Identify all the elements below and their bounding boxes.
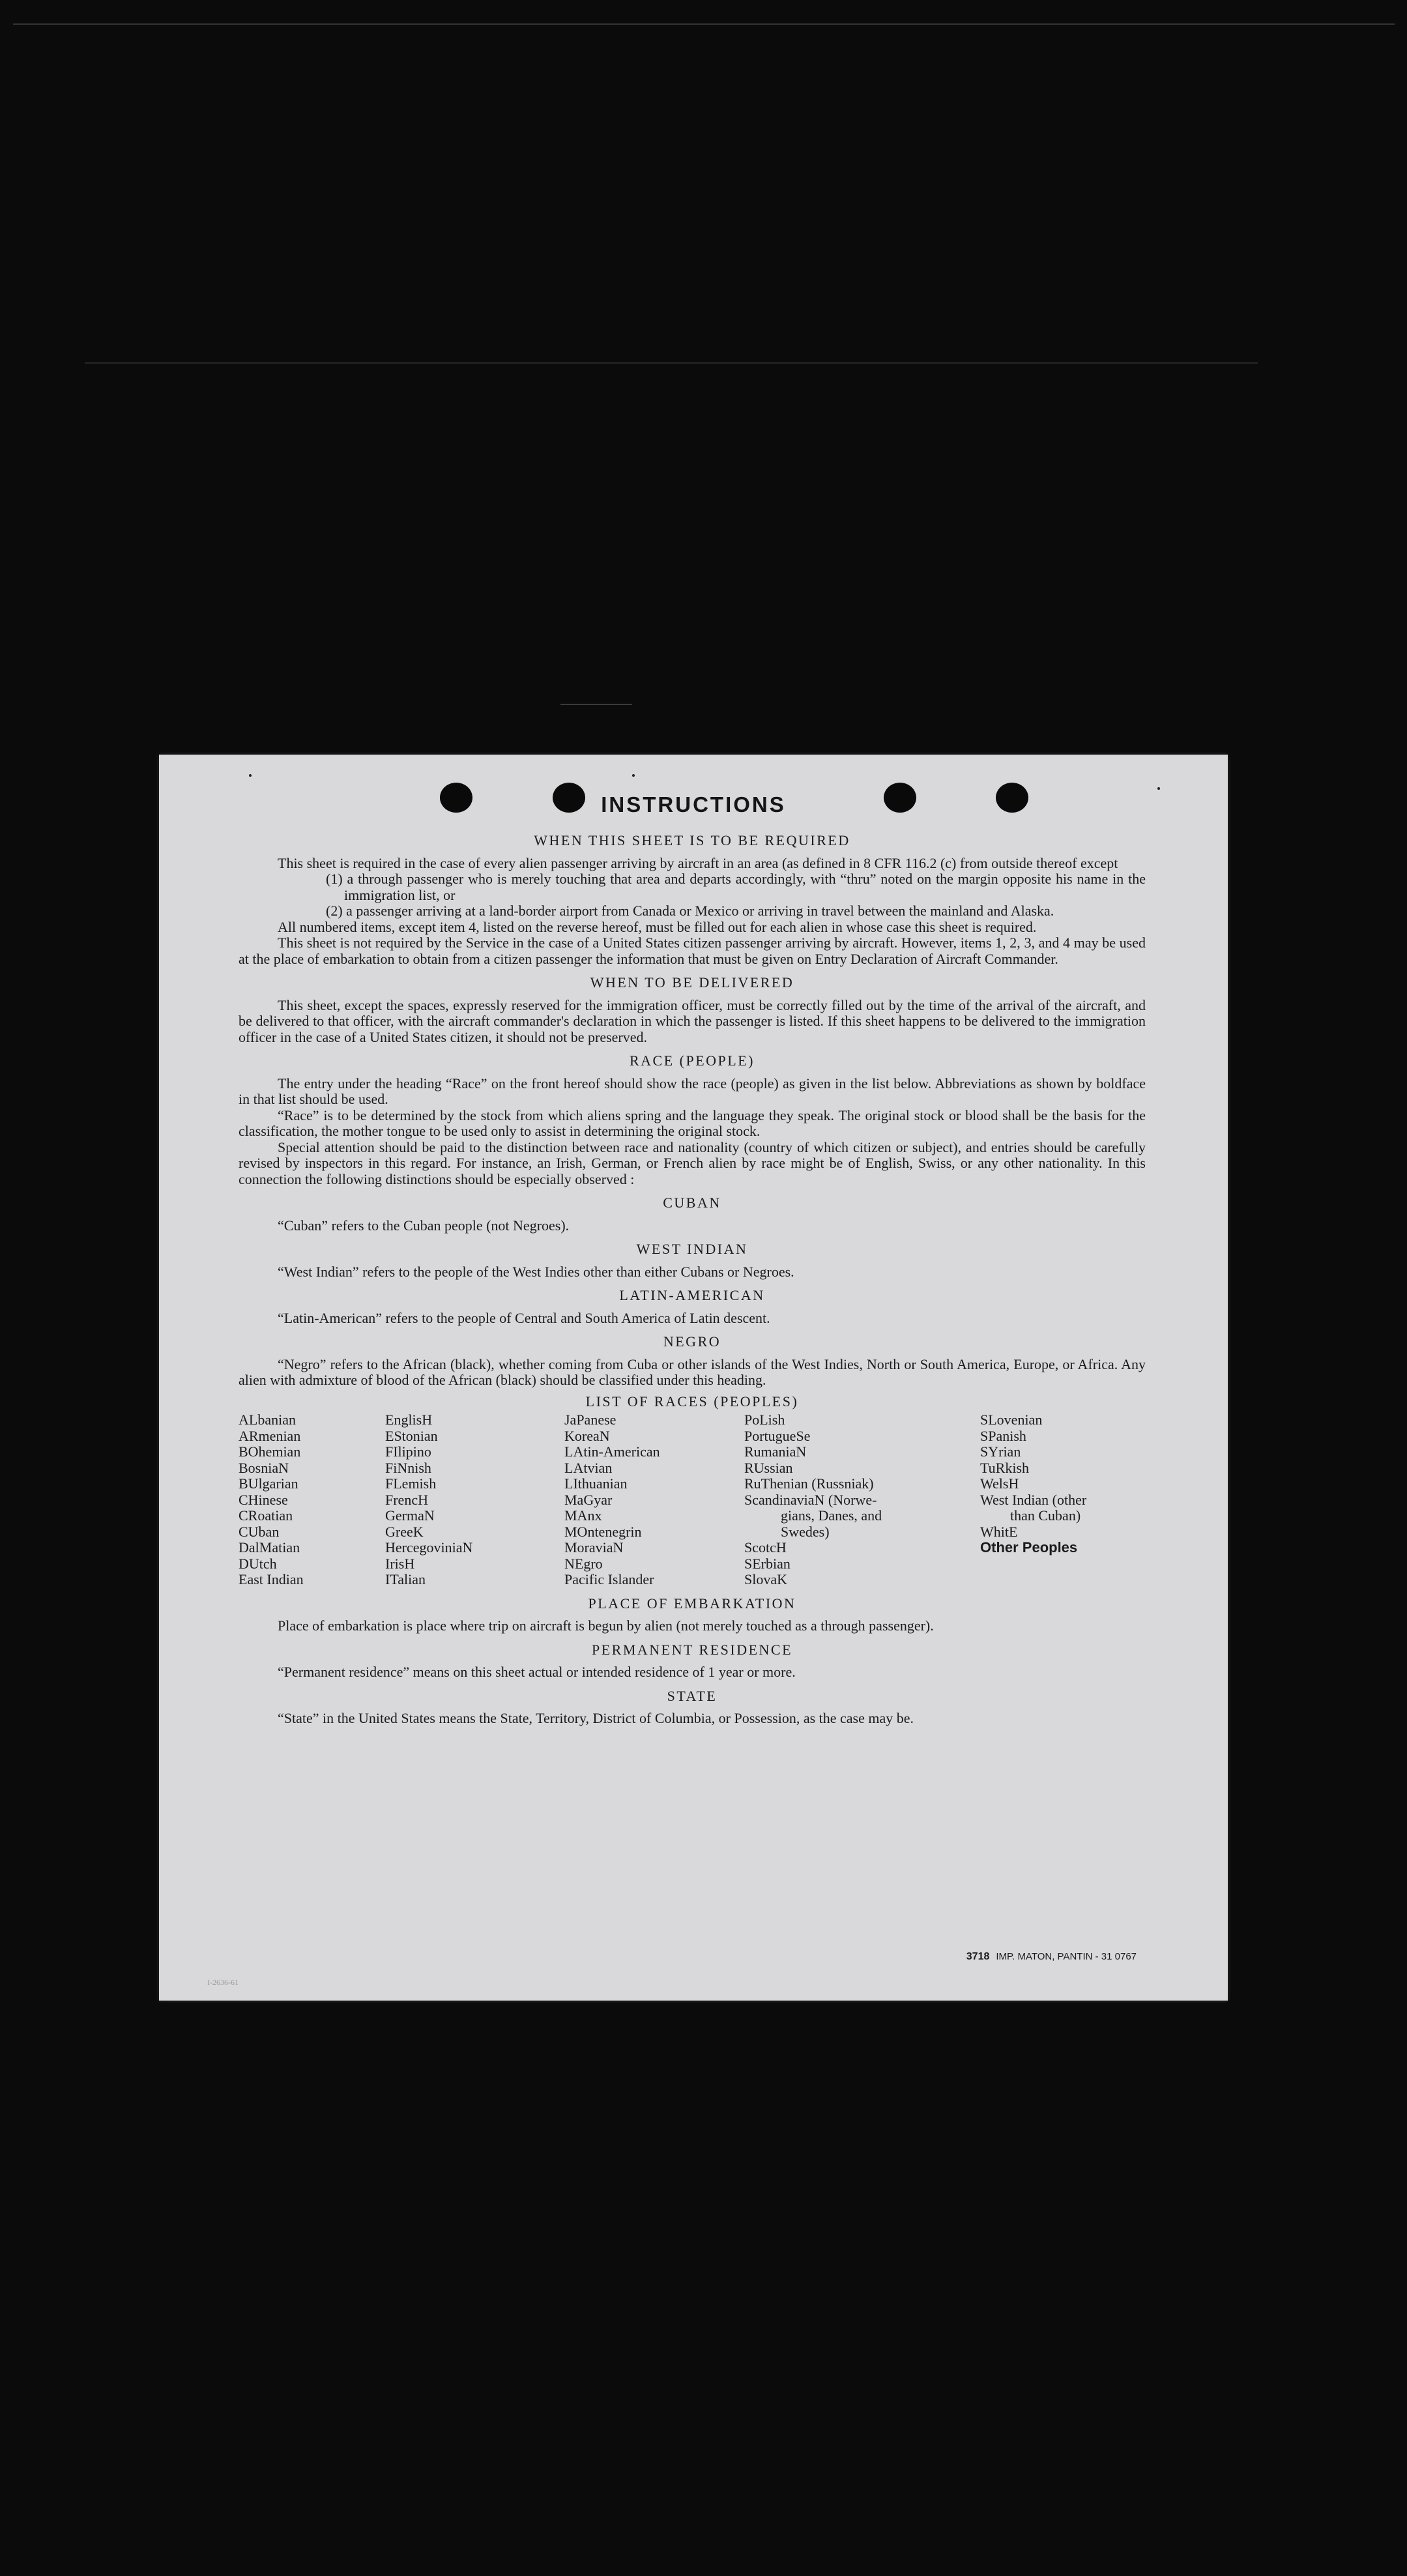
heading-cuban: CUBAN: [663, 1194, 721, 1211]
paper-speck: [632, 774, 635, 777]
race-entry: PoLish: [744, 1411, 785, 1428]
heading-west-indian: WEST INDIAN: [636, 1241, 748, 1257]
paragraph: Special attention should be paid to the distinction between race and nationality (country of which citizen or subject), and entries should be carefully revised by inspectors in this regard. For instance, an Irish, German, or French alien by race might be of English, Swiss, or any other nationality. In this connection the following distinctions should be especially observed :: [239, 1138, 1146, 1187]
race-entry: DalMatian: [239, 1539, 300, 1556]
race-entry: EStonian: [385, 1427, 438, 1444]
race-entry: than Cuban): [1010, 1507, 1081, 1524]
race-entry: CUban: [239, 1523, 280, 1540]
heading-residence: PERMANENT RESIDENCE: [591, 1641, 793, 1658]
heading-when-required: WHEN THIS SHEET IS TO BE REQUIRED: [534, 832, 850, 848]
heading-negro: NEGRO: [663, 1333, 721, 1350]
list-item: (1) a through passenger who is merely touching that area and departs accordingly, with “thru” noted on the margin opposite his name in the immigration list, or: [326, 871, 1146, 903]
race-entry: BOhemian: [239, 1443, 301, 1460]
race-entry: ALbanian: [239, 1411, 296, 1428]
race-entry: RumaniaN: [744, 1443, 807, 1460]
race-entry: CRoatian: [239, 1507, 293, 1524]
paragraph: The entry under the heading “Race” on the front hereof should show the race (people) as given in the list below. Abbreviations as shown by boldface in that list should be used.: [239, 1075, 1146, 1107]
race-entry: KoreaN: [564, 1427, 610, 1444]
race-entry: TuRkish: [980, 1459, 1030, 1476]
printer-imprint: IMP. MATON, PANTIN - 31 0767: [996, 1951, 1137, 1962]
race-entry: WhitE: [980, 1523, 1018, 1540]
list-item: (2) a passenger arriving at a land-border airport from Canada or Mexico or arriving in travel between the mainland and Alaska.: [326, 903, 1054, 919]
scan-artifact: [85, 362, 1258, 364]
race-entry: SErbian: [744, 1555, 791, 1572]
race-entry: MOntenegrin: [564, 1523, 642, 1540]
race-entry: West Indian (other: [980, 1491, 1087, 1508]
race-entry: RUssian: [744, 1459, 793, 1476]
paragraph: “State” in the United States means the State, Territory, District of Columbia, or Possession, as the case may be.: [278, 1710, 914, 1726]
paper-speck: [249, 774, 252, 777]
races-column: [239, 1412, 385, 1588]
race-entry: ScandinaviaN (Norwe-: [744, 1491, 877, 1508]
race-entry: SlovaK: [744, 1571, 787, 1587]
race-entry: EnglisH: [385, 1411, 433, 1428]
heading-state: STATE: [667, 1687, 718, 1704]
paragraph: “Latin-American” refers to the people of Central and South America of Latin descent.: [278, 1309, 770, 1326]
races-column: [385, 1412, 564, 1588]
form-number: 3718: [966, 1951, 990, 1962]
heading-races-list: LIST OF RACES (PEOPLES): [585, 1393, 799, 1410]
race-entry: SLovenian: [980, 1411, 1043, 1428]
race-entry: BUlgarian: [239, 1475, 298, 1492]
race-entry: HercegoviniaN: [385, 1539, 473, 1556]
race-entry: ARmenian: [239, 1427, 301, 1444]
race-entry: Other Peoples: [980, 1539, 1078, 1556]
race-entry: East Indian: [239, 1571, 304, 1587]
race-entry: JaPanese: [564, 1411, 616, 1428]
race-entry: BosniaN: [239, 1459, 289, 1476]
paragraph: “Race” is to be determined by the stock from which aliens spring and the language they speak. The original stock or blood shall be the basis for the classification, the mother tongue to be used only to assist in determining the original stock.: [239, 1107, 1146, 1139]
race-entry: FiNnish: [385, 1459, 431, 1476]
paragraph: “Permanent residence” means on this sheet actual or intended residence of 1 year or more.: [278, 1664, 796, 1680]
race-entry: SYrian: [980, 1443, 1021, 1460]
race-entry: CHinese: [239, 1491, 288, 1508]
heading-race: RACE (PEOPLE): [630, 1052, 755, 1069]
page-title: INSTRUCTIONS: [601, 792, 786, 817]
paragraph: This sheet is required in the case of every alien passenger arriving by aircraft in an area (as defined in 8 CFR 116.2 (c) from outside thereof except: [278, 854, 1118, 871]
scan-artifact: [13, 23, 1395, 25]
race-entry: MoraviaN: [564, 1539, 624, 1556]
race-entry: LIthuanian: [564, 1475, 628, 1492]
race-entry: MaGyar: [564, 1491, 613, 1508]
race-entry: ITalian: [385, 1571, 426, 1587]
race-entry: GreeK: [385, 1523, 424, 1540]
race-entry: LAtvian: [564, 1459, 613, 1476]
race-entry: WelsH: [980, 1475, 1019, 1492]
paragraph: This sheet is not required by the Service in the case of a United States citizen passenger arriving by aircraft. However, items 1, 2, 3, and 4 may be used at the place of embarkation to obtain from a citizen passenger the information that must be given on Entry Declaration of Aircraft Commander.: [239, 934, 1146, 967]
race-entry: NEgro: [564, 1555, 603, 1572]
race-entry: ScotcH: [744, 1539, 787, 1556]
race-entry: FrencH: [385, 1491, 428, 1508]
race-entry: RuThenian (Russniak): [744, 1475, 874, 1492]
race-entry: DUtch: [239, 1555, 277, 1572]
paper-speck: [1157, 787, 1160, 790]
race-entry: Pacific Islander: [564, 1571, 654, 1587]
paragraph: “Negro” refers to the African (black), whether coming from Cuba or other islands of the West Indies, North or South America, Europe, or Africa. Any alien with admixture of blood of the African (black) should be classified under this heading.: [239, 1355, 1146, 1388]
printer-footer: [966, 1951, 1137, 1963]
race-entry: FIlipino: [385, 1443, 431, 1460]
paragraph: Place of embarkation is place where trip on aircraft is begun by alien (not merely touched as a through passenger).: [278, 1617, 934, 1634]
races-column: [564, 1412, 744, 1588]
race-entry: Swedes): [781, 1523, 830, 1540]
heading-latin-american: LATIN-AMERICAN: [619, 1287, 765, 1303]
races-column: [744, 1412, 980, 1588]
race-entry: gians, Danes, and: [781, 1507, 882, 1524]
scan-artifact: [560, 704, 632, 705]
races-table: [239, 1412, 1146, 1588]
race-entry: SPanish: [980, 1427, 1026, 1444]
paragraph: “West Indian” refers to the people of the West Indies other than either Cubans or Negroes.: [278, 1263, 794, 1280]
race-entry: FLemish: [385, 1475, 437, 1492]
races-column: [980, 1412, 1146, 1588]
race-entry: MAnx: [564, 1507, 602, 1524]
heading-when-delivered: WHEN TO BE DELIVERED: [590, 974, 794, 991]
race-entry: IrisH: [385, 1555, 415, 1572]
race-entry: LAtin-American: [564, 1443, 660, 1460]
race-entry: PortugueSe: [744, 1427, 811, 1444]
instruction-sheet: [159, 755, 1228, 2001]
instructions-body: [239, 825, 1146, 1727]
race-entry: GermaN: [385, 1507, 435, 1524]
corner-mark: I-2636-61: [207, 1978, 239, 1987]
paragraph: “Cuban” refers to the Cuban people (not Negroes).: [278, 1217, 570, 1234]
paragraph: All numbered items, except item 4, listed on the reverse hereof, must be filled out for each alien in whose case this sheet is required.: [278, 918, 1037, 935]
paragraph: This sheet, except the spaces, expressly reserved for the immigration officer, must be correctly filled out by the time of the arrival of the aircraft, and be delivered to that officer, with the aircraft commander's declaration in which the passenger is listed. If this sheet happens to be delivered to the immigration officer in the case of a United States citizen, it should not be preserved.: [239, 996, 1146, 1045]
heading-embarkation: PLACE OF EMBARKATION: [588, 1595, 796, 1612]
